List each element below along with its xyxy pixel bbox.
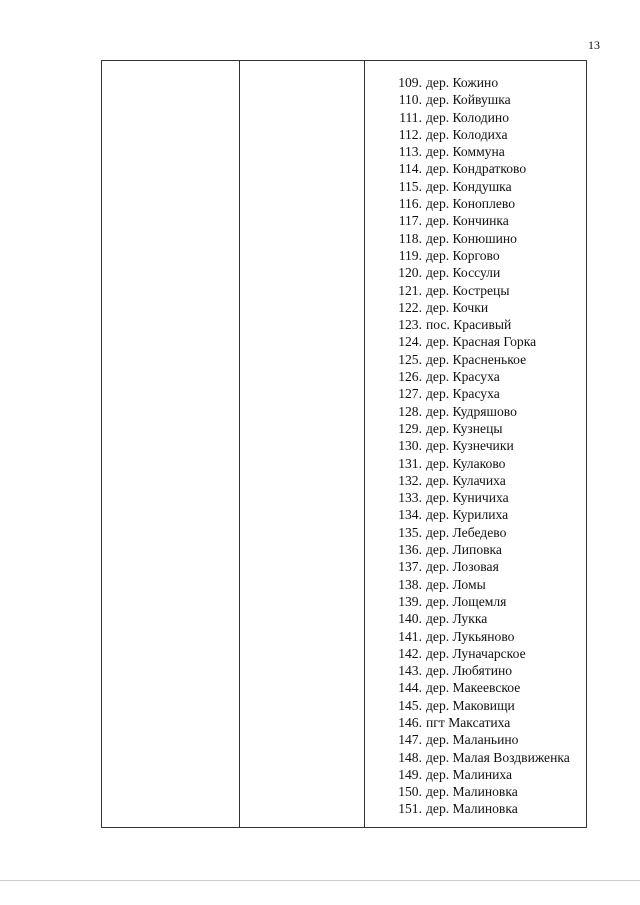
settlement-name: дер. Луначарское [426,645,526,661]
settlement-item [388,731,570,748]
settlement-number: 133. [398,490,422,506]
settlement-item [388,299,570,316]
settlement-number: 135. [398,524,422,540]
settlement-item [388,645,570,662]
settlement-number: 150. [398,784,422,800]
settlement-item [388,662,570,679]
settlement-item [388,385,570,402]
settlement-name: дер. Липовка [426,542,502,558]
settlement-item [388,558,570,575]
settlement-number: 118. [398,230,422,246]
settlement-number: 146. [398,714,422,730]
settlement-name: дер. Малиниха [426,766,513,782]
settlement-name: дер. Коноплево [426,196,516,212]
settlement-name: дер. Любятино [426,663,513,679]
settlement-number: 147. [398,732,422,748]
settlement-name: дер. Красненькое [426,351,527,367]
settlement-name: дер. Кузнецы [426,420,503,436]
settlement-item [388,143,570,160]
settlement-name: дер. Кострецы [426,282,510,298]
settlement-number: 151. [398,801,422,817]
settlement-item [388,420,570,437]
settlement-number: 149. [398,766,422,782]
settlement-item [388,109,570,126]
settlement-item [388,230,570,247]
settlement-item [388,749,570,766]
settlement-number: 131. [398,455,422,471]
settlement-item [388,800,570,817]
settlement-item [388,264,570,281]
settlement-item [388,679,570,696]
settlement-item [388,178,570,195]
settlements-table [101,60,587,828]
settlement-name: дер. Койвушка [426,92,511,108]
settlement-name: пгт Максатиха [426,714,511,730]
settlement-name: дер. Лукка [426,611,488,627]
settlement-number: 109. [398,75,422,90]
settlement-item [388,126,570,143]
settlement-name: дер. Кузнечики [426,438,514,454]
settlement-item [388,489,570,506]
settlement-name: дер. Кондушка [426,178,512,194]
settlement-item [388,628,570,645]
settlement-number: 114. [398,161,422,177]
settlement-number: 140. [398,611,422,627]
settlement-number: 130. [398,438,422,454]
settlement-name: дер. Коссули [426,265,501,281]
settlement-name: дер. Кулаково [426,455,506,471]
settlement-number: 123. [398,317,422,333]
settlement-name: дер. Кудряшово [426,403,517,419]
settlement-item [388,610,570,627]
settlement-name: дер. Коммуна [426,144,505,160]
settlement-number: 129. [398,420,422,436]
settlement-item [388,714,570,731]
settlement-name: дер. Колодиха [426,126,508,142]
settlement-number: 117. [398,213,422,229]
settlement-name: дер. Конюшино [426,230,517,246]
column-divider-1 [239,61,240,827]
settlement-name: дер. Курилиха [426,507,509,523]
settlement-item [388,74,570,91]
settlement-number: 127. [398,386,422,402]
settlement-number: 132. [398,472,422,488]
settlement-name: дер. Маковищи [426,697,515,713]
page-number: 13 [588,38,600,52]
settlement-item [388,472,570,489]
settlement-item [388,160,570,177]
settlement-number: 120. [398,265,422,281]
settlement-item [388,541,570,558]
settlement-number: 112. [398,126,422,142]
settlement-number: 119. [398,247,422,263]
settlement-item [388,368,570,385]
settlement-name: дер. Красуха [426,386,500,402]
settlement-number: 137. [398,559,422,575]
settlement-item [388,593,570,610]
settlement-name: дер. Кондратково [426,161,527,177]
settlement-number: 139. [398,593,422,609]
settlement-item [388,316,570,333]
settlement-number: 144. [398,680,422,696]
settlement-name: дер. Малая Воздвиженка [426,749,570,765]
settlement-item [388,212,570,229]
settlement-name: дер. Кожино [426,75,499,90]
settlement-item [388,282,570,299]
settlement-name: дер. Лощемля [426,593,507,609]
settlement-item [388,333,570,350]
settlement-number: 121. [398,282,422,298]
settlement-item [388,91,570,108]
settlement-name: дер. Малиновка [426,801,518,817]
settlement-number: 116. [398,196,422,212]
settlement-number: 141. [398,628,422,644]
settlement-name: дер. Колодино [426,109,510,125]
settlement-name: дер. Кончинка [426,213,509,229]
settlement-item [388,351,570,368]
settlement-number: 126. [398,369,422,385]
settlement-item [388,455,570,472]
page-bottom-rule [0,880,640,881]
settlement-number: 113. [398,144,422,160]
settlement-name: дер. Кулачиха [426,472,506,488]
settlement-number: 128. [398,403,422,419]
settlement-item [388,403,570,420]
settlement-item [388,437,570,454]
settlement-item [388,697,570,714]
settlement-number: 111. [399,109,422,125]
settlement-name: дер. Ломы [426,576,486,592]
settlement-number: 134. [398,507,422,523]
settlement-number: 124. [398,334,422,350]
settlement-item [388,506,570,523]
settlement-name: дер. Куничиха [426,490,509,506]
settlement-item [388,247,570,264]
settlement-number: 122. [398,299,422,315]
settlement-name: дер. Лебедево [426,524,507,540]
settlement-number: 145. [398,697,422,713]
settlement-name: пос. Красивый [426,317,512,333]
settlement-item [388,195,570,212]
settlement-number: 110. [398,92,422,108]
column-divider-2 [364,61,365,827]
settlement-number: 138. [398,576,422,592]
settlement-list [388,74,570,818]
settlement-item [388,766,570,783]
settlement-name: дер. Маланьино [426,732,519,748]
settlement-name: дер. Лозовая [426,559,499,575]
settlement-name: дер. Красуха [426,369,500,385]
settlement-number: 143. [398,663,422,679]
settlement-name: дер. Красная Горка [426,334,537,350]
settlement-name: дер. Малиновка [426,784,518,800]
settlement-name: дер. Лукьяново [426,628,515,644]
settlement-item [388,783,570,800]
settlement-number: 115. [398,178,422,194]
settlement-name: дер. Коргово [426,247,500,263]
settlement-name: дер. Макеевское [426,680,521,696]
settlement-item [388,576,570,593]
settlement-number: 148. [398,749,422,765]
settlement-number: 136. [398,542,422,558]
settlement-number: 142. [398,645,422,661]
settlement-item [388,524,570,541]
settlement-number: 125. [398,351,422,367]
settlement-name: дер. Кочки [426,299,489,315]
